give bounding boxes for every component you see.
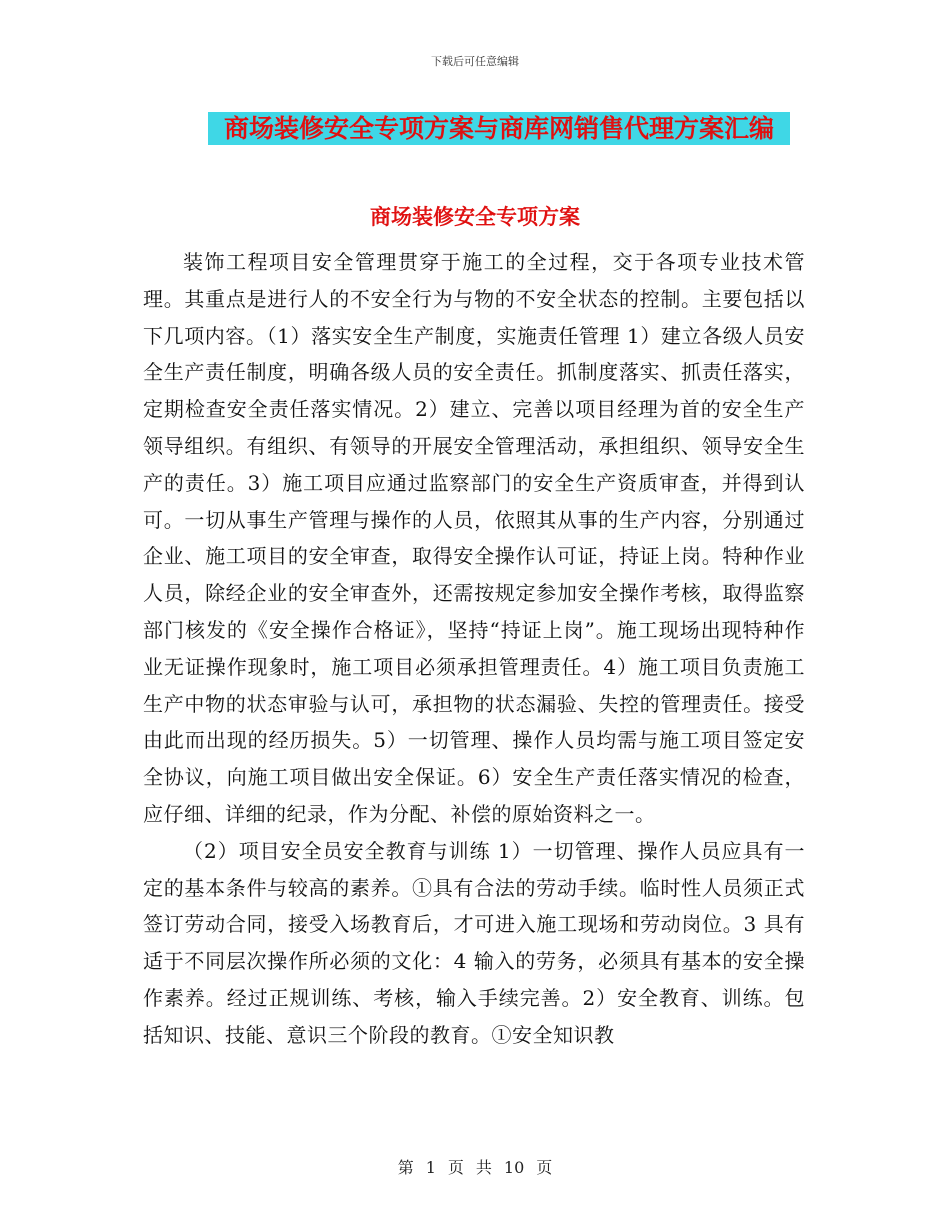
footer-total-unit: 页 bbox=[536, 1158, 553, 1177]
document-title: 商场装修安全专项方案与商库网销售代理方案汇编 bbox=[208, 112, 790, 145]
section-title: 商场装修安全专项方案 bbox=[370, 204, 580, 229]
page-footer bbox=[0, 1155, 950, 1178]
footer-page-unit: 页 bbox=[447, 1158, 464, 1177]
paragraph: （2）项目安全员安全教育与训练 1）一切管理、操作人员应具有一定的基本条件与较高的素养。①具有合法的劳动手续。临时性人员须正式签订劳动合同，接受入场教育后，才可进入施工现场和劳动岗位。3 具有适于不同层次操作所必须的文化：4 输入的劳务，必须具有基本的安全操作素养。经过正规训练、考核，输入手续完善。2）安全教育、训练。包括知识、技能、意识三个阶段的教育。①安全知识教 bbox=[143, 838, 805, 1047]
footer-total-pages: 10 bbox=[503, 1158, 525, 1177]
body-text bbox=[143, 244, 805, 1054]
footer-page-number: 1 bbox=[425, 1158, 436, 1177]
footer-total-word: 共 bbox=[475, 1158, 492, 1177]
header-note: 下载后可任意编辑 bbox=[431, 55, 519, 68]
paragraph: 装饰工程项目安全管理贯穿于施工的全过程，交于各项专业技术管理。其重点是进行人的不安全行为与物的不安全状态的控制。主要包括以下几项内容。（1）落实安全生产制度，实施责任管理 1）建立各级人员安全生产责任制度，明确各级人员的安全责任。抓制度落实、抓责任落实，定期检查安全责任落实情况。2）建立、完善以项目经理为首的安全生产领导组织。有组织、有领导的开展安全管理活动，承担组织、领导安全生产的责任。3）施工项目应通过监察部门的安全生产资质审查，并得到认可。一切从事生产管理与操作的人员，依照其从事的生产内容，分别通过企业、施工项目的安全审查，取得安全操作认可证，持证上岗。特种作业人员，除经企业的安全审查外，还需按规定参加安全操作考核，取得监察部门核发的《安全操作合格证》，坚持“持证上岗”。施工现场出现特种作业无证操作现象时，施工项目必须承担管理责任。4）施工项目负责施工生产中物的状态审验与认可，承担物的状态漏验、失控的管理责任。接受由此而出现的经历损失。5）一切管理、操作人员均需与施工项目签定安全协议，向施工项目做出安全保证。6）安全生产责任落实情况的检查，应仔细、详细的纪录，作为分配、补偿的原始资料之一。 bbox=[143, 250, 805, 826]
footer-page-word: 第 bbox=[397, 1158, 414, 1177]
